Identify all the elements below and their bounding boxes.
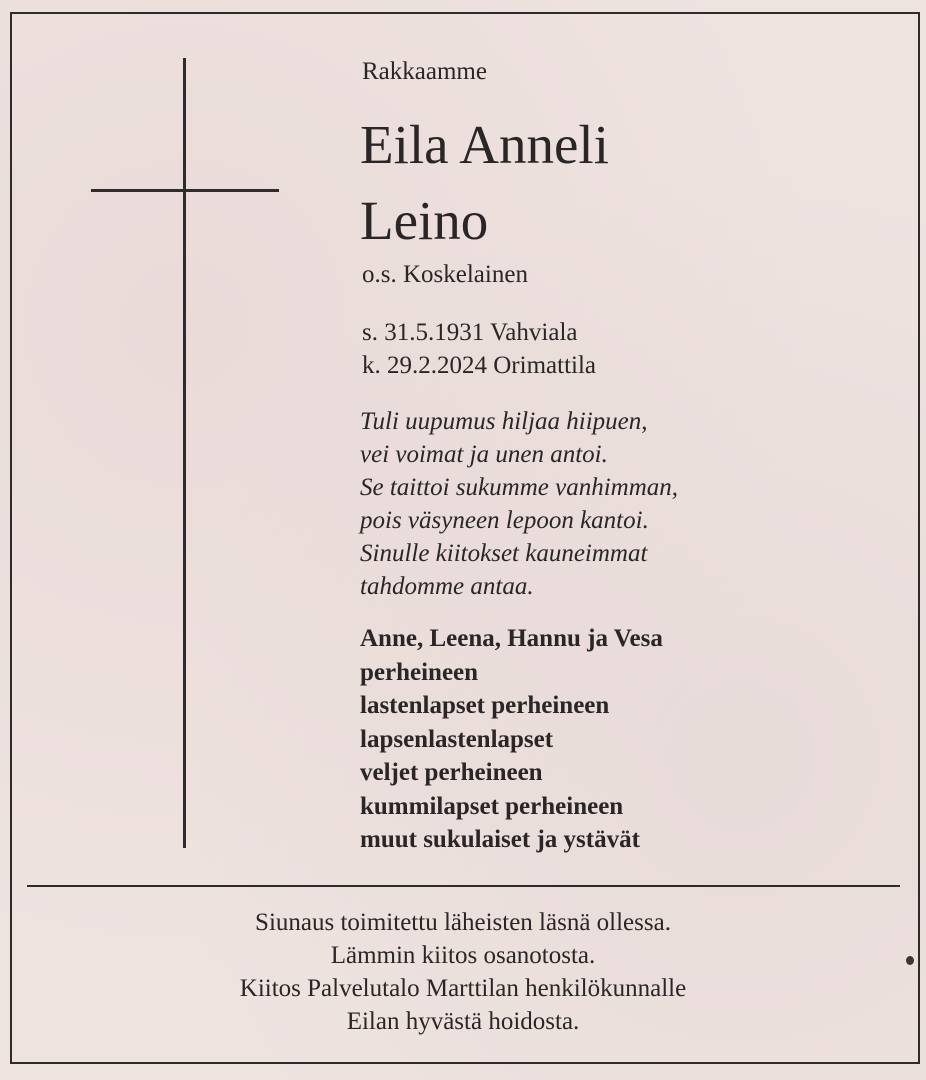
- birth-date: s. 31.5.1931 Vahviala: [362, 319, 578, 346]
- deceased-name: [360, 107, 609, 259]
- poem-line: Se taittoi sukumme vanhimman,: [360, 474, 679, 501]
- footer-line: Kiitos Palvelutalo Marttilan henkilökunnalle: [239, 975, 687, 1002]
- poem-line: tahdomme antaa.: [360, 573, 534, 600]
- death-date: k. 29.2.2024 Orimattila: [362, 352, 596, 379]
- poem-line: Tuli uupumus hiljaa hiipuen,: [360, 408, 648, 435]
- mourners-list: [360, 622, 663, 857]
- poem-line: vei voimat ja unen antoi.: [360, 441, 608, 468]
- poem-line: pois väsyneen lepoon kantoi.: [360, 507, 649, 534]
- name-line: Eila Anneli: [360, 114, 609, 175]
- footer-message: [0, 906, 926, 1038]
- footer-line: Lämmin kiitos osanotosta.: [330, 942, 596, 969]
- mourner-line: muut sukulaiset ja ystävät: [360, 826, 640, 853]
- mourner-line: lapsenlastenlapset: [360, 725, 554, 753]
- cross-icon-vertical-bar: [183, 58, 186, 848]
- intro-text: Rakkaamme: [362, 58, 487, 85]
- poem-line: Sinulle kiitokset kauneimmat: [360, 540, 648, 567]
- mourner-line: Anne, Leena, Hannu ja Vesa: [360, 625, 663, 652]
- section-divider: [27, 885, 900, 887]
- maiden-name: o.s. Koskelainen: [362, 261, 528, 288]
- mourner-line: kummilapset perheineen: [360, 792, 624, 820]
- footer-line: Eilan hyvästä hoidosta.: [346, 1008, 580, 1035]
- cross-icon-horizontal-bar: [91, 189, 279, 192]
- mourner-line: perheineen: [360, 658, 479, 686]
- memorial-poem: [360, 405, 678, 603]
- ink-speck: [906, 956, 914, 965]
- life-dates: [362, 316, 596, 382]
- mourner-line: lastenlapset perheineen: [360, 692, 610, 719]
- mourner-line: veljet perheineen: [360, 759, 543, 786]
- name-line: Leino: [360, 190, 489, 251]
- footer-line: Siunaus toimitettu läheisten läsnä ollessa.: [255, 909, 671, 936]
